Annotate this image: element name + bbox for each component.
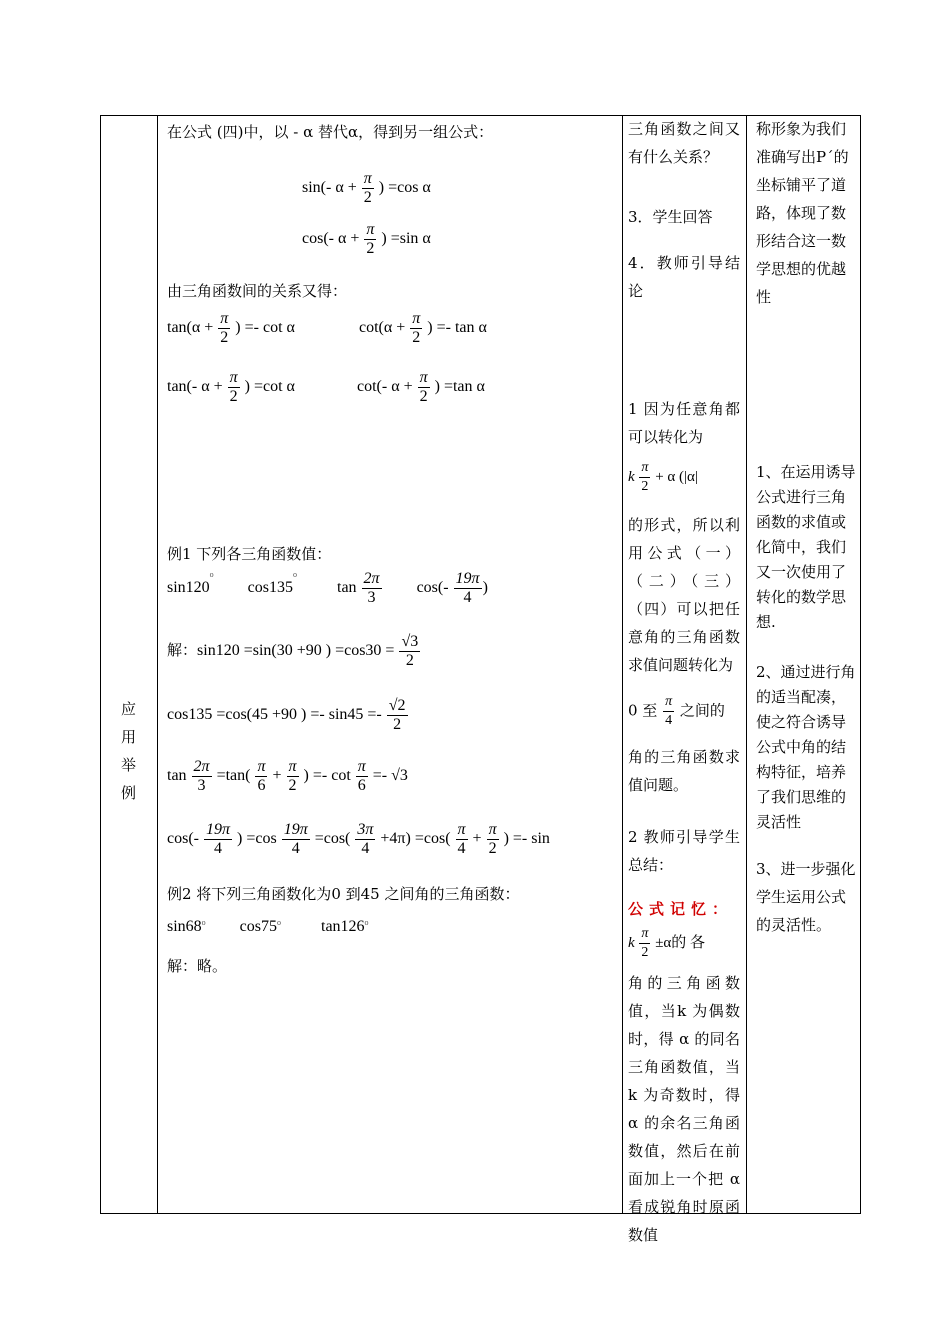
section-char: 举 [120,756,136,774]
point-1-body: 的形式，所以利用公式（一）（二）（三）（四）可以把任意角的三角函数求值问题转化为 [628,516,740,674]
denominator: 6 [357,777,366,794]
question-text: 三角函数之间又有什么关系？ [628,120,740,166]
formula-text: ) [482,579,488,597]
numerator: π [412,310,421,327]
fraction [192,758,212,795]
denominator: 4 [361,840,370,857]
example2-title: 例2 将下列三角函数化为0 到45 之间角的三角函数： [167,885,520,903]
formula-text: ) =sin α [381,230,431,248]
formula-text: =cos( [314,830,351,848]
numerator: π [363,170,372,187]
formula-text: ) =tan α [434,378,485,396]
numerator: π [288,758,297,775]
point-2: 2 教师引导学生总结： [628,828,740,874]
formula-text: cos135 =cos(45 +90 ) =- sin45 =- [167,706,382,724]
numerator: π [366,221,375,238]
denominator: 4 [213,840,222,857]
formula-cot-plus [359,310,487,347]
fraction [356,758,368,795]
numerator: √3 [401,633,419,650]
numerator: π [419,369,428,386]
formula-text: k [628,934,635,951]
formula-cot-minus [357,369,485,406]
section-char: 例 [120,784,136,802]
numerator: π [488,821,497,838]
section-char: 应 [120,700,136,718]
denominator: 4 [291,840,300,857]
note-1: 1、在运用诱导公式进行三角函数的求值或化简中，我们又一次使用了转化的数学思想. [756,463,856,631]
solution-2 [167,697,409,734]
item: tan126 [321,918,365,935]
formula-text: + [272,767,282,785]
section-char: 用 [120,728,136,746]
denominator: 2 [288,777,297,794]
formula-text: 之间的 [679,701,725,720]
formula-text: tan(- α + [167,378,223,396]
item: cos75 [239,918,277,935]
activity-column [622,115,746,1244]
formula-tan-plus [167,310,295,347]
numerator: 19π [205,821,230,838]
intro-text: 在公式 (四)中，以 - α 替代α，得到另一组公式： [167,123,494,141]
formula-text: ) =cot α [244,378,295,396]
formula-text: cot(- α + [357,378,413,396]
fraction [418,369,430,406]
numerator: π [357,758,366,775]
relation-text: 由三角函数间的关系又得： [167,282,348,300]
formula-cos [302,221,431,258]
numerator: π [257,758,266,775]
formula-text: =- √3 [372,767,408,785]
item: sin68 [167,918,202,935]
denominator: 4 [457,840,466,857]
note-3: 3、进一步强化学生运用公式的灵活性。 [756,860,856,934]
numerator: π [457,821,466,838]
solution-1 [167,633,421,670]
numerator: π [639,925,650,944]
formula-text: k [628,468,635,485]
fraction [218,310,230,347]
point-1-end: 角的三角函数求值问题。 [628,748,740,794]
fraction [387,697,408,734]
solution-label: 解： [167,641,198,660]
denominator: 2 [363,189,372,206]
formula-text: ) =- sin [503,830,550,848]
fraction [487,821,499,858]
denominator: 4 [463,589,472,606]
numerator: 19π [283,821,308,838]
example1-title: 例1 下列各三角函数值： [167,545,332,563]
point-1-intro: 1 因为任意角都可以转化为 [628,400,740,446]
formula-text: + [472,830,482,848]
formula-text: cot(α + [359,319,406,337]
content-column [157,115,622,1214]
memo-expression [628,925,740,962]
denominator: 6 [257,777,266,794]
section-column [100,115,157,1214]
formula-text: 0 至 [628,701,658,720]
formula-text: tan(α + [167,319,214,337]
denominator: 2 [412,329,421,346]
point-1-range [628,693,740,730]
fraction [663,693,674,730]
formula-tan-minus [167,369,295,406]
formula-sin [302,170,431,207]
formula-text: cos(- [167,830,199,848]
fraction [639,459,650,496]
formula-text: ±α的 各 [655,934,706,951]
fraction [204,821,232,858]
formula-text: ) =- cot α [235,319,295,337]
numerator: 2π [193,758,210,775]
fraction [287,758,299,795]
denominator: 2 [641,479,649,494]
section-label [100,695,157,807]
denominator: 2 [419,388,428,405]
denominator: 2 [393,716,402,733]
fraction [364,221,376,258]
fraction [362,570,382,607]
item-sin120: sin120 [167,579,210,597]
numerator: π [663,693,674,712]
point-1-expression [628,459,740,496]
example2-solution: 解：略。 [167,957,228,975]
fraction [282,821,310,858]
fraction [355,821,375,858]
formula-text: +4π) =cos( [380,830,451,848]
memo-label [628,895,740,923]
example1-items: sin120$^o$ cos135$^o$ tan $\frac{2\pi}{3}$ cos(- $\frac{19\pi}{4}$ ) [167,570,488,606]
formula-text: ) =cos [237,830,277,848]
denominator: 3 [367,589,376,606]
denominator: 2 [488,840,497,857]
formula-text: ) =- cot [303,767,351,785]
formula-text: sin(- α + [302,179,357,197]
solution-3 [167,758,408,795]
step-3: 3．学生回答 [628,208,713,226]
memo-heading: 公式记忆： [628,900,734,918]
numerator: √2 [388,697,406,714]
note-intro: 称形象为我们准确写出P´的坐标铺平了道路，体现了数形结合这一数学思想的优越性 [756,120,849,306]
formula-text: sin120 =sin(30 +90 ) =cos30 = [197,642,395,660]
fraction [456,821,468,858]
item-cos135: cos135 [247,579,293,597]
denominator: 4 [665,713,673,728]
numerator: 3π [357,821,374,838]
denominator: 2 [220,329,229,346]
item-tan: tan [337,579,357,597]
denominator: 3 [197,777,206,794]
formula-text: + α (|α| [655,468,698,485]
denominator: 2 [405,652,414,669]
fraction [410,310,422,347]
formula-text: cos(- α + [302,230,360,248]
fraction [399,633,420,670]
formula-text: ) =cos α [378,179,431,197]
memo-text: 角的三角函数值，当k 为偶数时，得 α 的同名三角函数值，当k 为奇数时，得 α 的余名三角函数值，然后在前面加上一个把 α 看成锐角时原函数值 [628,974,740,1244]
solution-4 [167,821,550,858]
fraction [454,570,482,607]
numerator: 19π [455,570,480,587]
numerator: π [639,459,650,478]
fraction [228,369,240,406]
fraction [639,925,650,962]
denominator: 2 [229,388,238,405]
numerator: π [229,369,238,386]
fraction [362,170,374,207]
denominator: 2 [641,945,649,960]
numerator: π [220,310,229,327]
item-cos: cos(- [416,579,449,597]
fraction [255,758,267,795]
numerator: 2π [363,570,380,587]
notes-column [746,115,861,1214]
formula-text: ) =- tan α [427,319,487,337]
note-2: 2、通过进行角的适当配凑，使之符合诱导公式中角的结构特征，培养了我们思维的灵活性 [756,663,856,831]
formula-text: tan [167,767,187,785]
denominator: 2 [366,240,375,257]
step-4: 4．教师引导结论 [628,254,740,300]
formula-text: =tan( [216,767,251,785]
example2-items: sin68$^o$ cos75$^o$ tan126$^o$ [167,918,369,935]
